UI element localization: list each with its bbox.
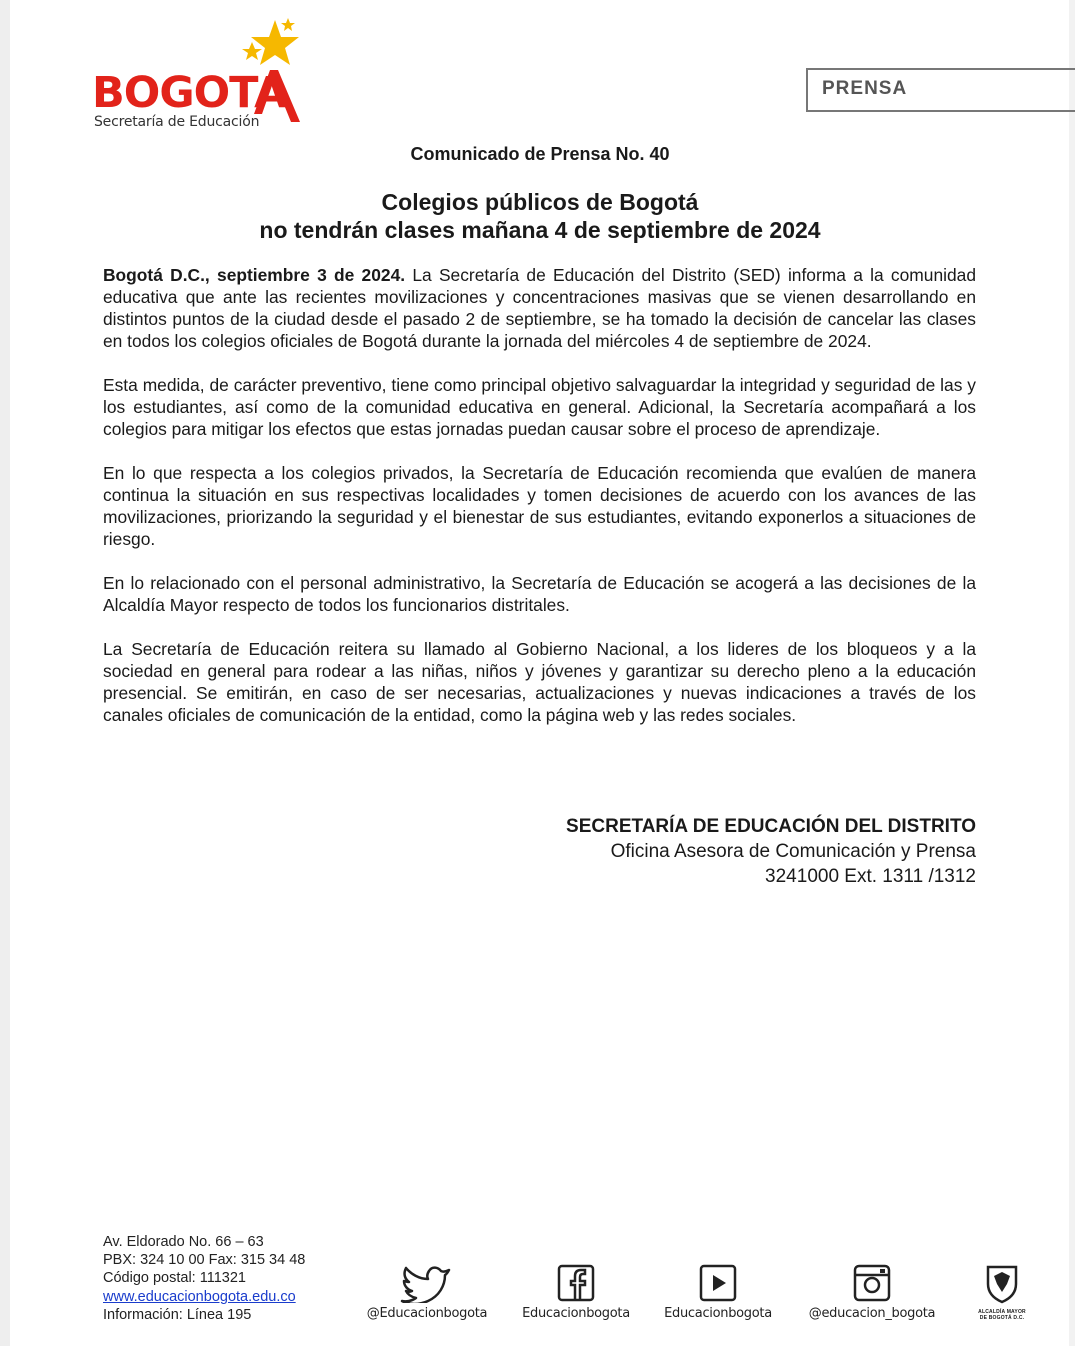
- footer-postal: Código postal: 111321: [103, 1270, 246, 1287]
- signature-block: [566, 814, 976, 889]
- paragraph-3: En lo que respecta a los colegios privados, la Secretaría de Educación recomienda que evalúen de manera continua la situación en sus respectivas localidades y tomen decisiones de acuerdo con los avances de las movilizaciones, priorizando la seguridad y el bienestar de sus estudiantes, evitando exponerlos a situaciones de riesgo.: [103, 463, 976, 549]
- social-twitter[interactable]: [366, 1262, 488, 1321]
- paragraph-2: Esta medida, de carácter preventivo, tiene como principal objetivo salvaguardar la integridad y seguridad de las y los estudiantes, así como de la comunidad educativa en general. Adicional, la Secretaría acompañará a los colegios para mitigar los efectos que estas jornadas puedan causar sobre el proceso de aprendizaje.: [103, 375, 976, 439]
- facebook-icon: [556, 1263, 596, 1303]
- footer-address: Av. Eldorado No. 66 – 63: [103, 1234, 264, 1250]
- headline-line-2: no tendrán clases mañana 4 de septiembre de 2024: [259, 217, 821, 243]
- logo-wordmark: BOGOTA: [92, 68, 287, 118]
- instagram-handle: @educacion_bogota: [808, 1306, 936, 1321]
- signature-phone: 3241000 Ext. 1311 /1312: [765, 866, 976, 887]
- section-label: PRENSA: [822, 78, 908, 99]
- paragraph-1-text: La Secretaría de Educación del Distrito (SED) informa a la comunidad educativa que ante las recientes movilizaciones y concentraciones masivas que se vienen desarrollando en distintos puntos de la ciudad desde el pasado 2 de septiembre, se ha tomado la decisión de cancelar las clases en todos los colegios oficiales de Bogotá durante la jornada del miércoles 4 de septiembre de 2024.: [103, 265, 976, 351]
- headline: [0, 188, 1075, 244]
- logo-subtitle: Secretaría de Educación: [94, 114, 260, 130]
- alcaldia-line-2: DE BOGOTÁ D.C.: [979, 1315, 1025, 1321]
- signature-office: Oficina Asesora de Comunicación y Prensa: [610, 841, 976, 862]
- youtube-icon: [698, 1263, 738, 1303]
- social-instagram[interactable]: [808, 1262, 936, 1321]
- coat-of-arms-icon: [984, 1264, 1020, 1304]
- social-facebook[interactable]: [520, 1262, 632, 1321]
- paragraph-5: La Secretaría de Educación reitera su llamado al Gobierno Nacional, a los lideres de los bloqueos y a la sociedad en general para rodear a las niñas, niños y jóvenes y garantizar su derecho pleno a la educación presencial. Se emitirán, en caso de ser necesarias, actualizaciones y nuevas indicaciones a través de los canales oficiales de comunicación de la entidad, como la página web y las redes sociales.: [103, 639, 976, 725]
- instagram-icon: [852, 1263, 892, 1303]
- paragraph-4: En lo relacionado con el personal administrativo, la Secretaría de Educación se acogerá a las decisiones de la Alcaldía Mayor respecto de todos los funcionarios distritales.: [103, 573, 976, 615]
- social-youtube[interactable]: [662, 1262, 774, 1321]
- paragraph-1: [103, 264, 976, 352]
- facebook-handle: Educacionbogota: [522, 1306, 630, 1321]
- youtube-handle: Educacionbogota: [664, 1306, 772, 1321]
- section-label-box: [806, 68, 1075, 112]
- release-number: Comunicado de Prensa No. 40: [410, 144, 670, 164]
- footer-contact: [103, 1233, 305, 1324]
- footer-website-link[interactable]: www.educacionbogota.edu.co: [103, 1288, 296, 1305]
- alcaldia-line-1: ALCALDÍA MAYOR: [978, 1309, 1026, 1315]
- twitter-handle: @Educacionbogota: [366, 1306, 488, 1321]
- press-release-body: [103, 264, 976, 748]
- dateline: Bogotá D.C., septiembre 3 de 2024.: [103, 265, 406, 285]
- signature-organization: SECRETARÍA DE EDUCACIÓN DEL DISTRITO: [566, 816, 976, 837]
- alcaldia-logo: [970, 1264, 1034, 1321]
- headline-line-1: Colegios públicos de Bogotá: [381, 189, 699, 215]
- footer-info: Información: Línea 195: [103, 1306, 252, 1323]
- footer-pbx: PBX: 324 10 00 Fax: 315 34 48: [103, 1252, 306, 1269]
- bogota-logo: [92, 18, 307, 133]
- twitter-icon: [399, 1263, 455, 1303]
